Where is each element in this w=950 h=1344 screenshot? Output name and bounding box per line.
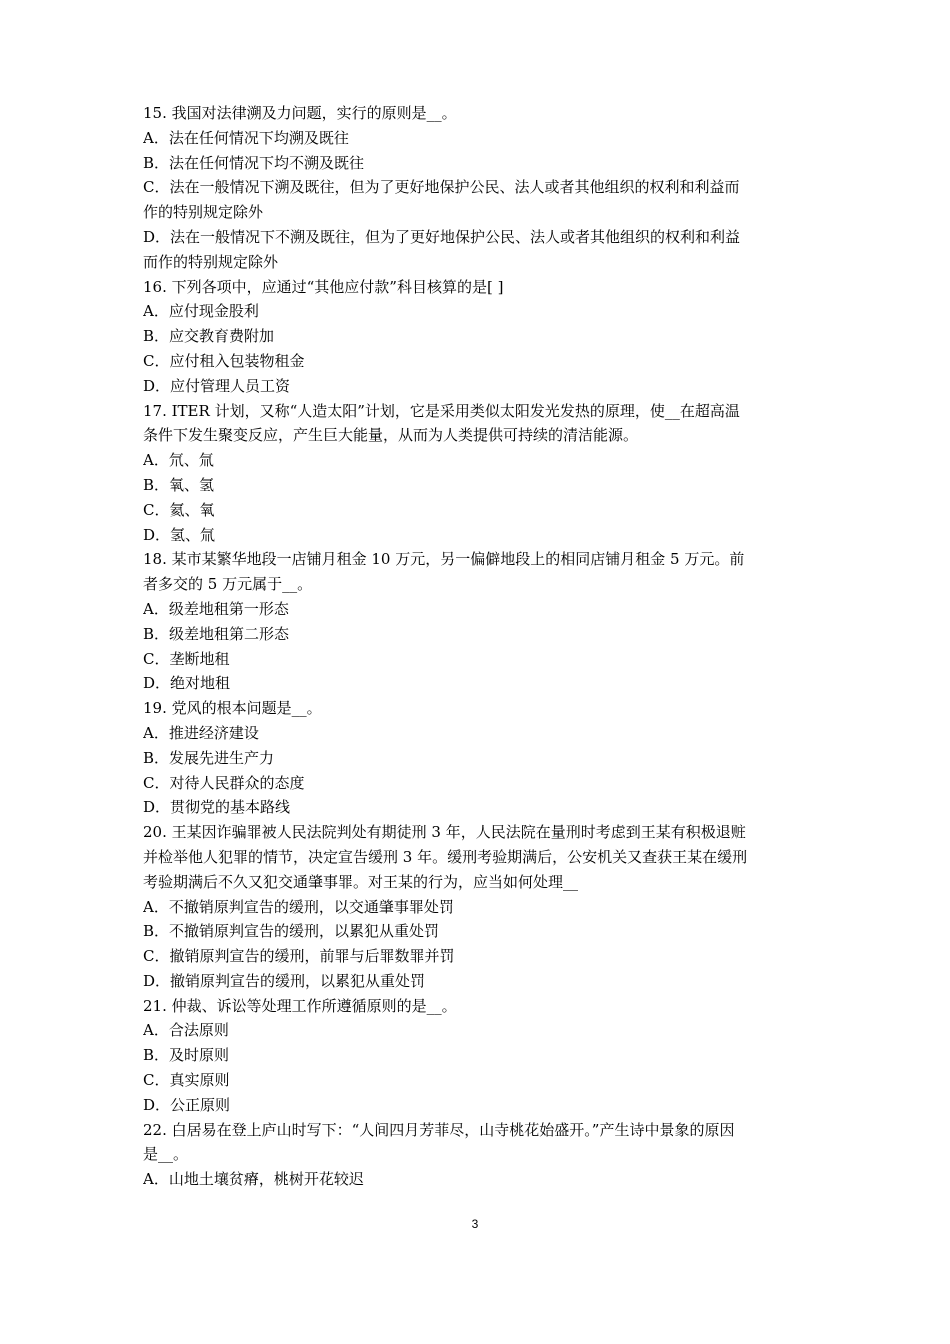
text-line: 15. 我国对法律溯及力问题，实行的原则是__。 — [143, 104, 457, 122]
page-number: 3 — [471, 1217, 479, 1231]
text-line: 者多交的 5 万元属于__。 — [143, 575, 313, 594]
text-line: B．级差地租第二形态 — [143, 624, 290, 643]
text-line: C．撤销原判宣告的缓刑，前罪与后罪数罪并罚 — [143, 947, 455, 966]
text-line: A．推进经济建设 — [143, 723, 259, 742]
question-text-block — [143, 101, 811, 1192]
text-line: D．氢、氚 — [143, 525, 216, 544]
text-line: B．应交教育费附加 — [143, 327, 275, 346]
text-line: A．山地土壤贫瘠，桃树开花较迟 — [143, 1170, 364, 1189]
text-line: 19. 党风的根本问题是__。 — [143, 699, 322, 718]
text-line: D．公正原则 — [143, 1095, 231, 1114]
text-line: A．级差地租第一形态 — [143, 599, 289, 618]
text-line: D．贯彻党的基本路线 — [143, 798, 291, 817]
text-line: C．真实原则 — [143, 1071, 230, 1090]
text-line: 作的特别规定除外 — [143, 203, 264, 222]
text-line: 条件下发生聚变反应，产生巨大能量，从而为人类提供可持续的清洁能源。 — [143, 426, 639, 445]
text-line: D．绝对地租 — [143, 674, 231, 693]
text-line: 20. 王某因诈骗罪被人民法院判处有期徒刑 3 年，人民法院在量刑时考虑到王某有积极退赃 — [143, 823, 746, 842]
text-line: C．氦、氧 — [143, 500, 215, 519]
text-line: 21. 仲裁、诉讼等处理工作所遵循原则的是__。 — [143, 996, 457, 1015]
text-line: 并检举他人犯罪的情节，决定宣告缓刑 3 年。缓刑考验期满后，公安机关又查获王某在缓刑 — [143, 847, 748, 866]
text-line: A．法在任何情况下均溯及既往 — [143, 128, 349, 147]
text-line: B．法在任何情况下均不溯及既往 — [143, 153, 365, 172]
text-line: 17. ITER 计划，又称“人造太阳”计划，它是采用类似太阳发光发热的原理，使__在超高温 — [143, 401, 740, 420]
text-line: A．合法原则 — [143, 1021, 229, 1040]
text-line: 18. 某市某繁华地段一店铺月租金 10 万元，另一偏僻地段上的相同店铺月租金 5 万元。前 — [143, 550, 745, 569]
text-line: B．氧、氢 — [143, 475, 215, 494]
text-line: 而作的特别规定除外 — [143, 252, 279, 271]
text-line: C．法在一般情况下溯及既往，但为了更好地保护公民、法人或者其他组织的权利和利益而 — [143, 178, 740, 197]
text-line: 16. 下列各项中，应通过“其他应付款”科目核算的是[ ] — [143, 277, 504, 296]
text-line: B．发展先进生产力 — [143, 748, 275, 767]
text-line: 考验期满后不久又犯交通肇事罪。对王某的行为，应当如何处理__ — [143, 872, 579, 891]
text-line: D．法在一般情况下不溯及既往，但为了更好地保护公民、法人或者其他组织的权利和利益 — [143, 227, 741, 246]
text-line: C．应付租入包装物租金 — [143, 351, 305, 370]
text-line: A．氘、氚 — [143, 451, 214, 470]
text-line: C．垄断地租 — [143, 649, 230, 668]
text-line: 22. 白居易在登上庐山时写下：“人间四月芳菲尽，山寺桃花始盛开。”产生诗中景象的原因 — [143, 1120, 735, 1139]
text-line: C．对待人民群众的态度 — [143, 773, 305, 792]
text-line: B．不撤销原判宣告的缓刑，以累犯从重处罚 — [143, 922, 440, 941]
text-line: A．应付现金股利 — [143, 302, 259, 321]
text-line: D．应付管理人员工资 — [143, 376, 291, 395]
text-line: B．及时原则 — [143, 1046, 230, 1065]
text-line: 是__。 — [143, 1145, 189, 1164]
text-line: A．不撤销原判宣告的缓刑，以交通肇事罪处罚 — [143, 897, 454, 916]
text-line: D．撤销原判宣告的缓刑，以累犯从重处罚 — [143, 971, 426, 990]
